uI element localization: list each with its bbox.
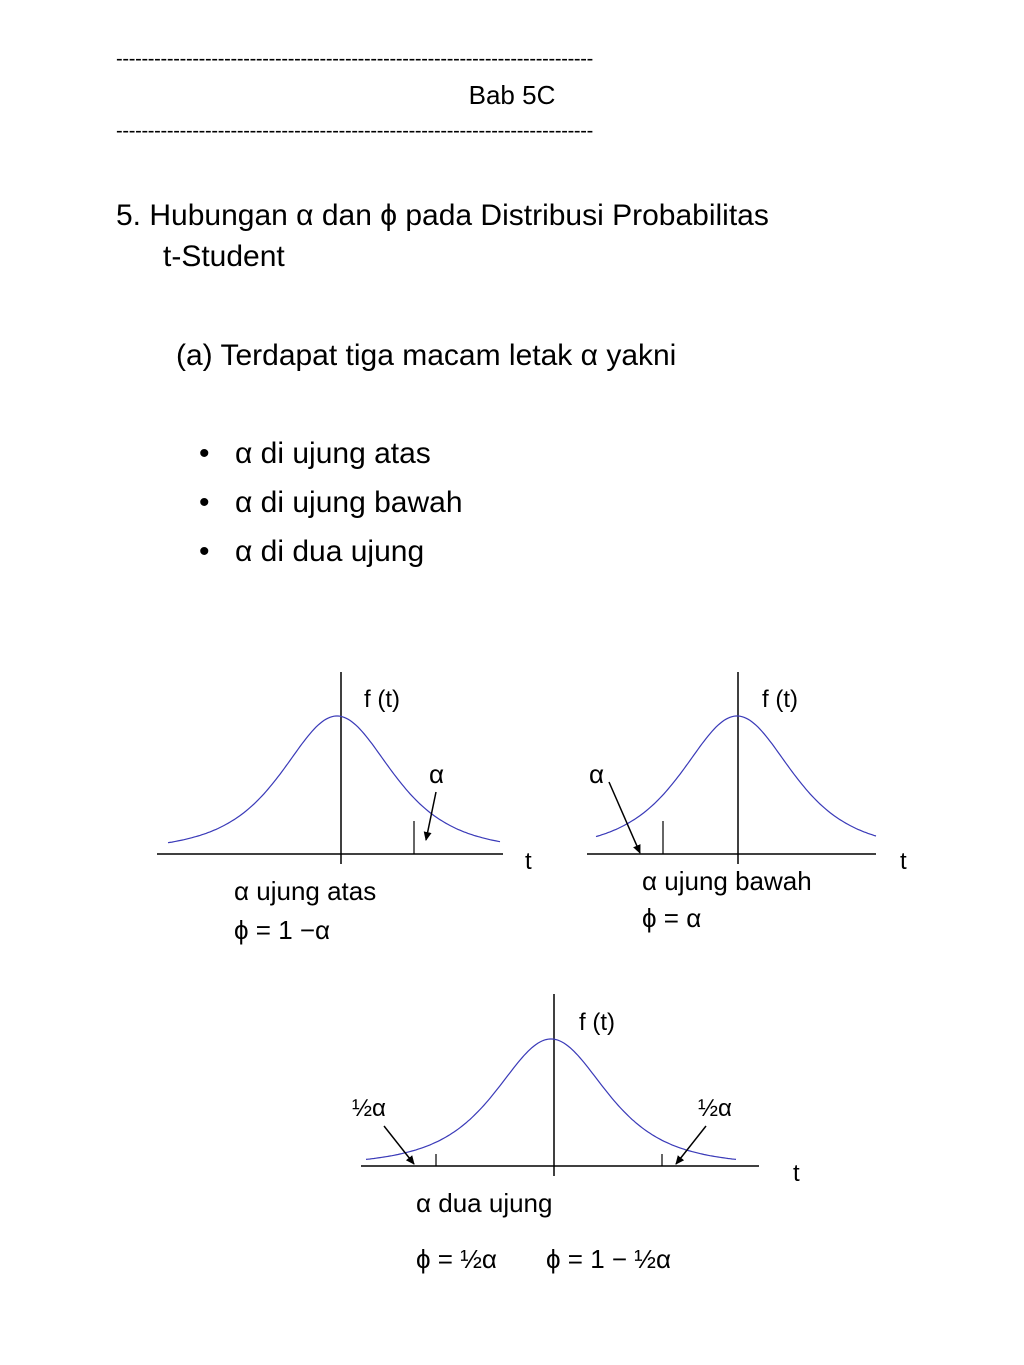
caption-title: α ujung atas [234,876,377,906]
x-axis-label: t [525,848,532,875]
y-axis-label: f (t) [364,686,400,713]
bullet-marker: • [199,437,210,470]
bullet-text: α di ujung bawah [235,486,463,519]
right-tail-label: ½α [698,1095,732,1122]
section-title: 5. Hubungan α dan ϕ pada Distribusi Probabilitas [116,199,769,232]
x-axis-label: t [793,1160,800,1187]
header-rule-top: --------------------------------------------------------------------------- [116,48,594,70]
y-axis-label: f (t) [762,686,798,713]
bullet-marker: • [199,535,210,568]
density-curve [366,1039,736,1159]
caption-formula: ϕ = 1 −α [234,915,331,945]
alpha-label: α [589,759,605,789]
right-tail-arrow [676,1126,706,1164]
left-tail-arrow [384,1126,414,1164]
x-axis-label: t [900,848,907,875]
upper-tail-diagram [157,672,532,945]
caption-title: α dua ujung [416,1188,553,1218]
subsection-label: (a) Terdapat tiga macam letak α yakni [176,339,677,372]
y-axis-label: f (t) [579,1009,615,1036]
caption-formula-left: ϕ = ½α [416,1244,497,1274]
header-rule-bottom: --------------------------------------------------------------------------- [116,120,594,142]
bullet-text: α di dua ujung [235,535,425,568]
alpha-arrow [609,782,640,853]
two-tail-diagram [352,994,800,1274]
density-curve [596,716,876,837]
density-curve [168,716,500,843]
section-title-continuation: t-Student [163,240,285,273]
chapter-title: Bab 5C [468,80,556,110]
left-tail-label: ½α [352,1095,386,1122]
bullet-marker: • [199,486,210,519]
caption-formula-right: ϕ = 1 − ½α [546,1244,671,1274]
bullet-text: α di ujung atas [235,437,431,470]
caption-title: α ujung bawah [642,866,812,896]
lower-tail-diagram [587,672,907,933]
alpha-label: α [429,759,445,789]
caption-formula: ϕ = α [642,903,702,933]
